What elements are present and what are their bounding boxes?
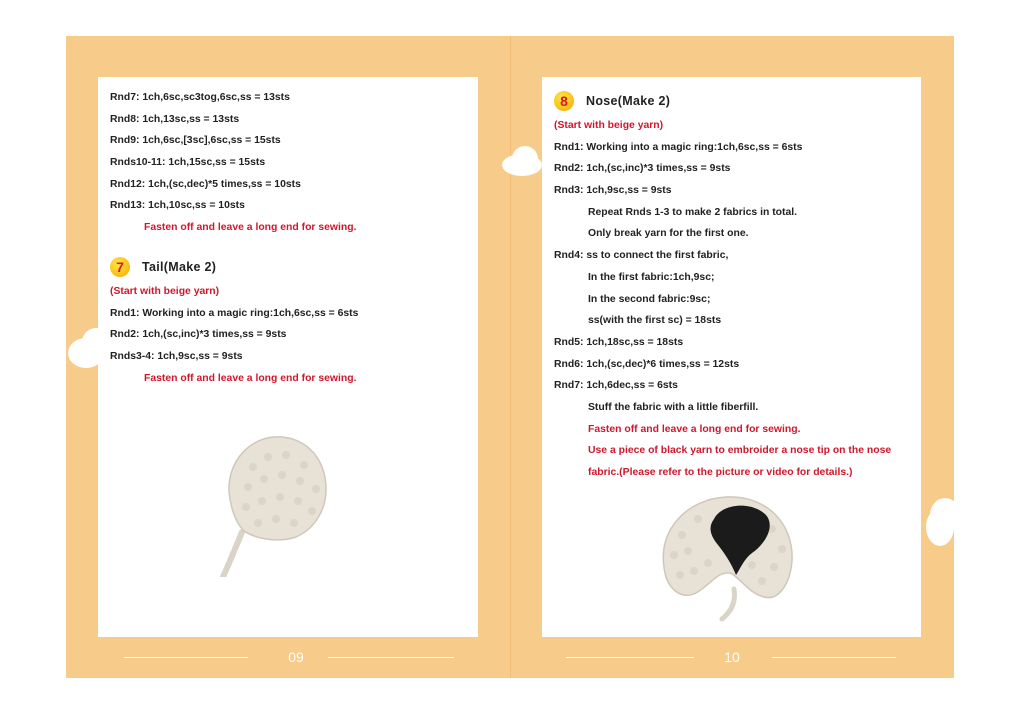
footer-rule bbox=[124, 657, 248, 658]
page-number: 10 bbox=[724, 649, 740, 665]
instruction-line: Rnd2: 1ch,(sc,inc)*3 times,ss = 9sts bbox=[110, 329, 287, 341]
section-heading-nose bbox=[554, 87, 917, 115]
page-number: 09 bbox=[288, 649, 304, 665]
cloud-mid-2 bbox=[512, 146, 538, 172]
embroider-note: fabric.(Please refer to the picture or video for details.) bbox=[588, 467, 853, 478]
instruction-line: Rnds10-11: 1ch,15sc,ss = 15sts bbox=[110, 157, 266, 169]
instruction-line: Rnd4: ss to connect the first fabric, bbox=[554, 250, 729, 262]
section-title: Tail(Make 2) bbox=[142, 259, 217, 274]
footer-rule bbox=[772, 657, 896, 658]
right-page-panel bbox=[542, 77, 921, 637]
fasten-off-note: Fasten off and leave a long end for sewing. bbox=[144, 222, 357, 234]
nose-photo bbox=[652, 489, 802, 631]
instruction-line: Rnds3-4: 1ch,9sc,ss = 9sts bbox=[110, 350, 243, 362]
left-page-panel bbox=[98, 77, 478, 637]
book-spread bbox=[66, 36, 954, 678]
instruction-line: Rnd7: 1ch,6dec,ss = 6sts bbox=[554, 380, 678, 392]
instruction-line: Rnd1: Working into a magic ring:1ch,6sc,ss = 6sts bbox=[554, 141, 803, 153]
instruction-line: Rnd1: Working into a magic ring:1ch,6sc,ss = 6sts bbox=[110, 307, 359, 319]
section-heading-tail bbox=[110, 253, 474, 281]
instruction-line: Rnd7: 1ch,6sc,sc3tog,6sc,ss = 13sts bbox=[110, 92, 290, 103]
instruction-line: Rnd12: 1ch,(sc,dec)*5 times,ss = 10sts bbox=[110, 178, 301, 190]
embroider-note: Use a piece of black yarn to embroider a nose tip on the nose bbox=[588, 445, 892, 457]
instruction-line: Rnd3: 1ch,9sc,ss = 9sts bbox=[554, 185, 672, 197]
instruction-line: Rnd6: 1ch,(sc,dec)*6 times,ss = 12sts bbox=[554, 358, 740, 370]
instruction-line: Rnd13: 1ch,10sc,ss = 10sts bbox=[110, 200, 245, 212]
footer-rule bbox=[328, 657, 454, 658]
fasten-off-note: Fasten off and leave a long end for sewing. bbox=[144, 372, 357, 384]
instruction-line: In the first fabric:1ch,9sc; bbox=[588, 271, 715, 283]
instruction-line: In the second fabric:9sc; bbox=[588, 293, 711, 305]
footer-rule bbox=[566, 657, 694, 658]
cloud-right-2 bbox=[926, 508, 954, 546]
section-number-badge: 8 bbox=[554, 91, 574, 111]
page-gutter bbox=[510, 36, 511, 678]
fasten-off-note: Fasten off and leave a long end for sewing. bbox=[588, 423, 801, 435]
instruction-line: Rnd8: 1ch,13sc,ss = 13sts bbox=[110, 113, 240, 125]
section-title: Nose(Make 2) bbox=[586, 94, 671, 108]
instruction-line: Rnd9: 1ch,6sc,[3sc],6sc,ss = 15sts bbox=[110, 135, 281, 147]
start-note: (Start with beige yarn) bbox=[110, 285, 220, 297]
instruction-line: Stuff the fabric with a little fiberfill. bbox=[588, 401, 759, 413]
instruction-line: Rnd2: 1ch,(sc,inc)*3 times,ss = 9sts bbox=[554, 163, 731, 175]
instruction-line: ss(with the first sc) = 18sts bbox=[588, 315, 722, 327]
instruction-line: Only break yarn for the first one. bbox=[588, 228, 749, 240]
tail-photo bbox=[208, 427, 338, 577]
start-note: (Start with beige yarn) bbox=[554, 120, 664, 131]
section-number-badge: 7 bbox=[110, 257, 130, 277]
instruction-line: Repeat Rnds 1-3 to make 2 fabrics in total. bbox=[588, 206, 798, 218]
instruction-line: Rnd5: 1ch,18sc,ss = 18sts bbox=[554, 336, 684, 348]
